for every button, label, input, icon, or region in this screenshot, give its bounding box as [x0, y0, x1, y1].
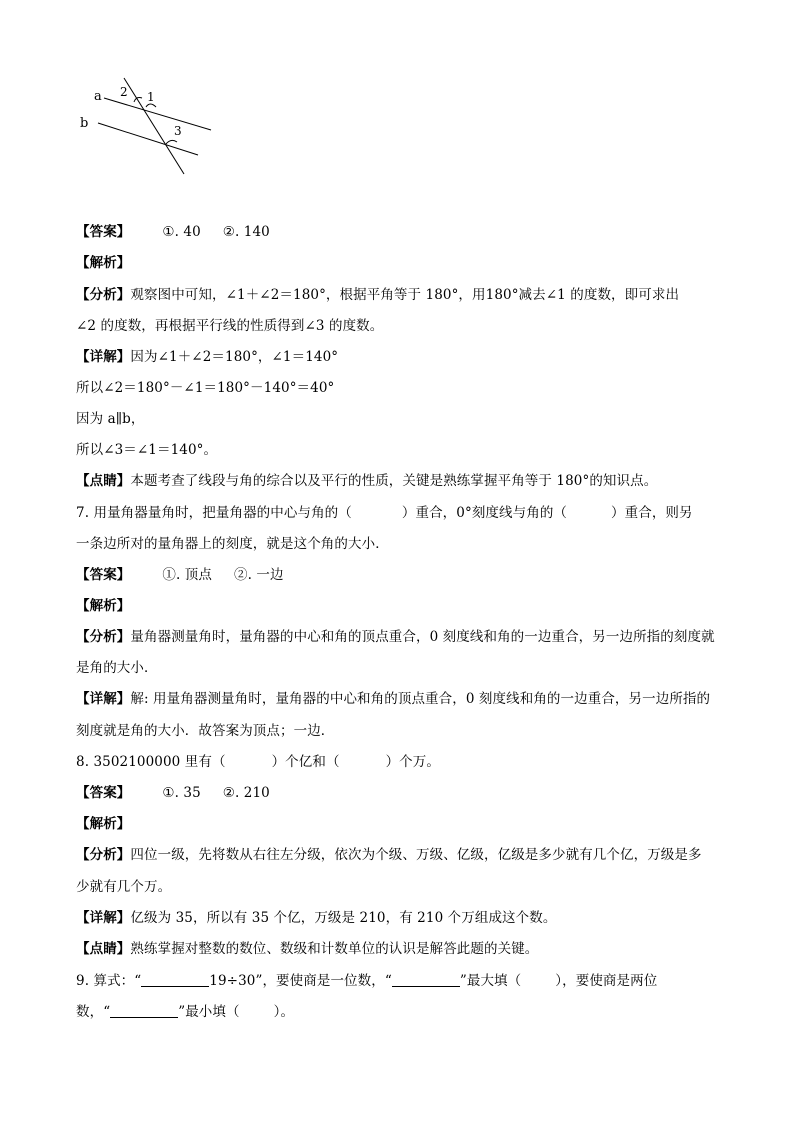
q7-text-b: ）重合，0°刻度线与角的（	[401, 505, 568, 521]
fenxi-tag: 【分析】	[76, 847, 131, 863]
dianjing-tag: 【点睛】	[76, 473, 131, 489]
q9-question-line-2	[76, 1002, 294, 1022]
q7-fenxi-line-2: 是角的大小．	[76, 660, 158, 676]
q8-answer-row	[76, 783, 270, 803]
q9-text-c: ”最大填（	[459, 973, 522, 989]
q6-xiangjie-line-2: 所以∠2＝180°－∠1＝180°－140°＝40°	[76, 380, 335, 396]
q7-analysis-tag: 【解析】	[76, 598, 131, 614]
q8-text-a: 8. 3502100000 里有（	[76, 754, 226, 770]
q8-question-line-1	[76, 752, 440, 772]
xiangjie-text: 亿级为 35，所以有 35 个亿，万级是 210，有 210 个万组成这个数。	[130, 910, 557, 926]
label-1: 1	[147, 90, 155, 104]
fenxi-tag: 【分析】	[76, 287, 131, 303]
answer-1: ①. 35	[162, 785, 201, 801]
q7-fenxi-line-1	[76, 627, 715, 647]
q8-analysis-tag: 【解析】	[76, 816, 131, 832]
q7-question-line-2: 一条边所对的量角器上的刻度，就是这个角的大小．	[76, 536, 389, 552]
q7-xiangjie-line-1	[76, 689, 710, 709]
q8-fenxi-line-2: 少就有几个万。	[76, 879, 172, 895]
parallel-lines-figure	[76, 74, 226, 184]
q9-text-f: ”最小填（	[178, 1004, 240, 1020]
q8-text-c: ）个万。	[385, 754, 440, 770]
q6-answer-row	[76, 222, 270, 242]
xiangjie-text: 因为∠1＋∠2＝180°，∠1＝140°	[130, 349, 339, 365]
xiangjie-tag: 【详解】	[76, 691, 131, 707]
q7-question-line-1	[76, 503, 693, 523]
dianjing-text: 本题考查了线段与角的综合以及平行的性质，关键是熟练掌握平角等于 180°的知识点。	[130, 473, 658, 489]
answer-2: ②. 一边	[234, 567, 284, 583]
xiangjie-text: 解: 用量角器测量角时，量角器的中心和角的顶点重合，0 刻度线和角的一边重合，另一边所指的	[130, 691, 711, 707]
q6-dianjing-line	[76, 471, 657, 491]
label-a: a	[94, 89, 102, 104]
q6-xiangjie-line-3: 因为 a∥b，	[76, 411, 145, 427]
fenxi-text: 四位一级，先将数从右往左分级，依次为个级、万级、亿级，亿级是多少就有几个亿，万级是多	[130, 847, 702, 863]
q6-fenxi-line-1	[76, 285, 679, 305]
angle-arc-3	[166, 140, 177, 144]
q6-fenxi-line-2: ∠2 的度数，再根据平行线的性质得到∠3 的度数。	[76, 318, 384, 334]
q9-text-g: ）。	[273, 1004, 295, 1020]
answer-tag: 【答案】	[76, 785, 131, 801]
xiangjie-tag: 【详解】	[76, 349, 131, 365]
q9-text-a: 9. 算式：“	[76, 973, 142, 989]
q8-text-b: ）个亿和（	[271, 754, 340, 770]
q6-xiangjie-line-1	[76, 347, 338, 367]
q6-analysis-tag: 【解析】	[76, 255, 131, 271]
q6-xiangjie-line-4: 所以∠3＝∠1＝140°。	[76, 442, 218, 458]
label-2: 2	[120, 85, 128, 99]
label-b: b	[80, 116, 89, 131]
q9-text-b: 19÷30”，要使商是一位数，“	[209, 973, 392, 989]
angle-arc-1	[146, 104, 156, 107]
q7-answer-row	[76, 565, 284, 585]
answer-tag: 【答案】	[76, 567, 131, 583]
fenxi-text: 观察图中可知，∠1＋∠2＝180°，根据平角等于 180°，用180°减去∠1 的度数，即可求出	[130, 287, 680, 303]
answer-2: ②. 210	[222, 785, 270, 801]
fenxi-text: 量角器测量角时，量角器的中心和角的顶点重合，0 刻度线和角的一边重合，另一边所指的刻度就	[130, 629, 715, 645]
answer-2: ②. 140	[222, 224, 270, 240]
fenxi-tag: 【分析】	[76, 629, 131, 645]
q9-question-line-1	[76, 971, 657, 991]
answer-1: ①. 40	[162, 224, 201, 240]
dianjing-tag: 【点睛】	[76, 941, 131, 957]
q8-fenxi-line-1	[76, 845, 702, 865]
label-3: 3	[174, 124, 182, 138]
q8-xiangjie-line-1	[76, 908, 556, 928]
q9-underline-2[interactable]	[392, 972, 460, 987]
q9-underline-1[interactable]	[141, 972, 209, 987]
answer-tag: 【答案】	[76, 224, 131, 240]
dianjing-text: 熟练掌握对整数的数位、数级和计数单位的认识是解答此题的关键。	[130, 941, 539, 957]
line-a	[104, 98, 211, 130]
q8-dianjing-line	[76, 939, 538, 959]
q9-text-e: 数，“	[76, 1004, 111, 1020]
q7-text-c: ）重合，则另	[611, 505, 693, 521]
q9-text-d: ），要使商是两位	[555, 973, 658, 989]
q7-text-a: 7. 用量角器量角时，把量角器的中心与角的（	[76, 505, 352, 521]
q9-underline-3[interactable]	[110, 1003, 178, 1018]
line-b	[98, 123, 198, 155]
q7-xiangjie-line-2: 刻度就是角的大小．故答案为顶点；一边．	[76, 723, 335, 739]
xiangjie-tag: 【详解】	[76, 910, 131, 926]
answer-1: ①. 顶点	[162, 567, 212, 583]
